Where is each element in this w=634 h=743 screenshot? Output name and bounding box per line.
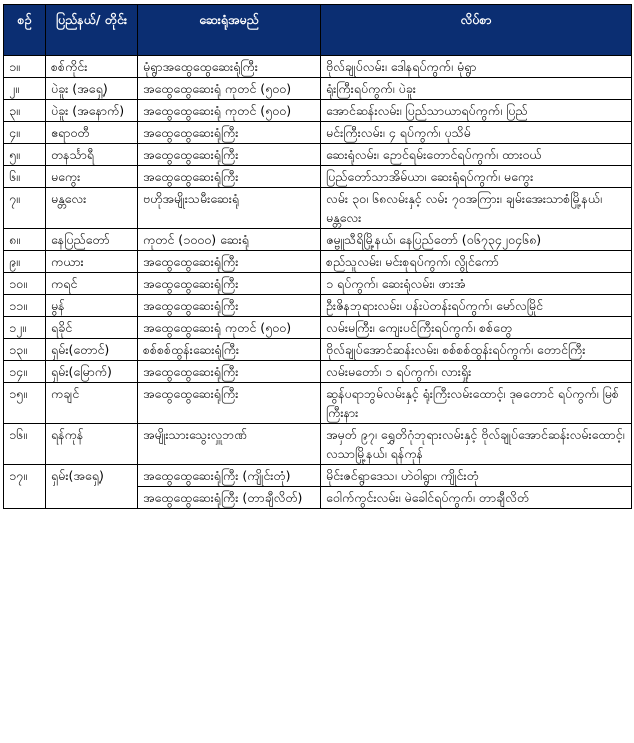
row-hospital: အထွေထွေဆေးရုံကြီး: [138, 122, 321, 144]
row-state: ရှမ်း(မြောက်): [46, 361, 138, 383]
row-hospital: အထွေထွေဆေးရုံကြီး: [138, 295, 321, 317]
row-no: ၁၃။: [4, 339, 46, 361]
header-no: စဉ်: [4, 5, 46, 56]
row-hospital: ဗဟိုအမျိုးသမီးဆေးရုံ: [138, 188, 321, 229]
row-hospital: အထွေထွေဆေးရုံကြီး (ကျိုင်းတုံ): [138, 465, 321, 487]
row-hospital: အထွေထွေဆေးရုံကြီး: [138, 361, 321, 383]
row-hospital: အထွေထွေဆေးရုံ ကုတင် (၅၀၀): [138, 78, 321, 100]
row-address: မိုင်းဇင်ရွာဒေသ၊ ဟဲဝါရွာ၊ ကျိုင်းတုံ: [321, 465, 632, 487]
table-row: [4, 361, 632, 383]
row-address: လမ်းမကြီး၊ ကျေးပင်ကြီးရပ်ကွက်၊ စစ်တွေ: [321, 317, 632, 339]
table-row: [4, 383, 632, 424]
row-no: ၁၇။: [4, 465, 46, 509]
table-row: [4, 56, 632, 78]
row-state: ရှမ်း(အရှေ့): [46, 465, 138, 509]
row-hospital: အထွေထွေဆေးရုံကြီး (တာချီလိတ်): [138, 487, 321, 509]
row-state: မကွေး: [46, 166, 138, 188]
row-hospital: ကုတင် (၁၀၀၀) ဆေးရုံ: [138, 229, 321, 251]
row-hospital: အထွေထွေဆေးရုံကြီး: [138, 166, 321, 188]
row-state: ပဲခူး (အရှေ့): [46, 78, 138, 100]
table-row: [4, 251, 632, 273]
row-no: ၁၄။: [4, 361, 46, 383]
row-hospital: အထွေထွေဆေးရုံကြီး: [138, 383, 321, 424]
row-address: လမ်းမတော်၊ ၁ ရပ်ကွက်၊ လားရှိုး: [321, 361, 632, 383]
row-no: ၁၁။: [4, 295, 46, 317]
row-no: ၁၅။: [4, 383, 46, 424]
row-address: ဝေါက်ကွင်းလမ်း၊ မဲခေါင်ရပ်ကွက်၊ တာချီလိတ်: [321, 487, 632, 509]
row-hospital: အထွေထွေဆေးရုံကြီး: [138, 273, 321, 295]
row-no: ၁။: [4, 56, 46, 78]
table-row: [4, 229, 632, 251]
row-state: ဧရာဝတီ: [46, 122, 138, 144]
table-row: [4, 295, 632, 317]
table-row: [4, 144, 632, 166]
row-address: ရုံးကြီးရပ်ကွက်၊ ပဲခူး: [321, 78, 632, 100]
table-row: [4, 188, 632, 229]
hospital-table: [3, 4, 632, 509]
row-address: မင်းကြီးလမ်း၊ ၄ ရပ်ကွက်၊ ပုသိမ်: [321, 122, 632, 144]
row-state: နေပြည်တော်: [46, 229, 138, 251]
row-no: ၉။: [4, 251, 46, 273]
row-state: ပဲခူး (အနောက်): [46, 100, 138, 122]
row-state: စစ်ကိုင်း: [46, 56, 138, 78]
row-state: မန္တလေး: [46, 188, 138, 229]
row-address: လမ်း ၃၀၊ ၆၈လမ်းနှင့် လမ်း ၇၀အကြား၊ ချမ်းအေးသာစံမြို့နယ်၊ မန္တလေး: [321, 188, 632, 229]
row-state: ရခိုင်: [46, 317, 138, 339]
header-hospital: ဆေးရုံအမည်: [138, 5, 321, 56]
table-row: [4, 317, 632, 339]
row-state: ကယား: [46, 251, 138, 273]
row-state: ကချင်: [46, 383, 138, 424]
row-no: ၄။: [4, 122, 46, 144]
row-address: ၁ ရပ်ကွက်၊ ဆေးရုံလမ်း၊ ဖားအံ: [321, 273, 632, 295]
row-address: ဇမ္ဗူသီရိမြို့နယ်၊ နေပြည်တော် (၀၆၇၃၄၂၀၄၆၈): [321, 229, 632, 251]
table-row: [4, 100, 632, 122]
table-row: [4, 465, 632, 487]
row-hospital: အထွေထွေဆေးရုံကြီး: [138, 251, 321, 273]
row-no: ၁၆။: [4, 424, 46, 465]
row-state: ကရင်: [46, 273, 138, 295]
table-row: [4, 166, 632, 188]
row-state: တနင်္သာရီ: [46, 144, 138, 166]
row-address: အမှတ် ၉၇၊ ရွှေတိဂုံဘုရားလမ်းနှင့် ဗိုလ်ချုပ်အောင်ဆန်းလမ်းထောင့်၊ လသာမြို့နယ်၊ ရန်ကုန်: [321, 424, 632, 465]
row-address: ဆွန်ပရာဘွမ်လမ်းနှင့် ရုံးကြီးလမ်းထောင့်၊ ဒုဓတောင် ရပ်ကွက်၊ မြစ်ကြီးနား: [321, 383, 632, 424]
row-address: ဦးဇိနဘုရားလမ်း၊ ပန်းပဲတန်းရပ်ကွက်၊ မော်လမြိုင်: [321, 295, 632, 317]
row-no: ၂။: [4, 78, 46, 100]
row-address: ဗိုလ်ချုပ်လမ်း၊ ဒေါနရပ်ကွက်၊ မုံရွာ: [321, 56, 632, 78]
row-hospital: မုံရွာအထွေထွေဆေးရုံကြီး: [138, 56, 321, 78]
row-address: ဗိုလ်ချုပ်အောင်ဆန်းလမ်း၊ စစ်စစ်ထွန်းရပ်ကွက်၊ တောင်ကြီး: [321, 339, 632, 361]
row-no: ၅။: [4, 144, 46, 166]
table-row: [4, 273, 632, 295]
table-row: [4, 78, 632, 100]
row-no: ၁၂။: [4, 317, 46, 339]
header-address: လိပ်စာ: [321, 5, 632, 56]
row-state: မွန်: [46, 295, 138, 317]
table-row: [4, 424, 632, 465]
row-state: ရှမ်း(တောင်): [46, 339, 138, 361]
row-hospital: အထွေထွေဆေးရုံ ကုတင် (၅၀၀): [138, 100, 321, 122]
row-no: ၆။: [4, 166, 46, 188]
row-address: ပြည်တော်သာအိမ်ယာ၊ ဆေးရုံရပ်ကွက်၊ မကွေး: [321, 166, 632, 188]
row-hospital: အထွေထွေဆေးရုံ ကုတင် (၅၀၀): [138, 317, 321, 339]
row-no: ၃။: [4, 100, 46, 122]
row-hospital: စစ်စစ်ထွန်းဆေးရုံကြီး: [138, 339, 321, 361]
row-hospital: အမျိုးသားသွေးလှူဘဏ်: [138, 424, 321, 465]
row-no: ၈။: [4, 229, 46, 251]
table-row: [4, 122, 632, 144]
table-header-row: [4, 5, 632, 56]
row-hospital: အထွေထွေဆေးရုံကြီး: [138, 144, 321, 166]
row-no: ၁၀။: [4, 273, 46, 295]
row-address: စည်သူလမ်း၊ မင်းစုရပ်ကွက်၊ လွိုင်ကော်: [321, 251, 632, 273]
row-address: ဆေးရုံလမ်း၊ ဉောင်ရမ်းတောင်ရပ်ကွက်၊ ထားဝယ်: [321, 144, 632, 166]
row-state: ရန်ကုန်: [46, 424, 138, 465]
table-row: [4, 339, 632, 361]
header-state: ပြည်နယ်/ တိုင်း: [46, 5, 138, 56]
row-no: ၇။: [4, 188, 46, 229]
row-address: အောင်ဆန်းလမ်း၊ ပြည်သာယာရပ်ကွက်၊ ပြည်: [321, 100, 632, 122]
